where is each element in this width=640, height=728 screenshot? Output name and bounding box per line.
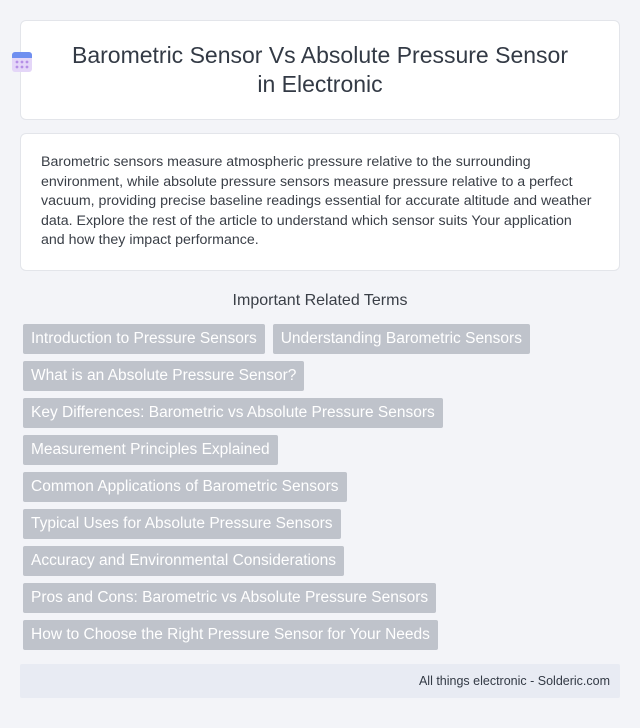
calendar-grid-icon — [9, 49, 35, 75]
tag-common-applications[interactable]: Common Applications of Barometric Sensors — [23, 472, 347, 502]
summary-text: Barometric sensors measure atmospheric pressure relative to the surrounding environment, while absolute pressure sensors measure pressure relative to a perfect vacuum, providing precise baseline readings essential for accurate altitude and weather data. Explore the rest of the article to understand which sensor suits Your application and how they impact performance. — [41, 154, 592, 248]
tag-typical-uses[interactable]: Typical Uses for Absolute Pressure Sensors — [23, 509, 341, 539]
tag-key-differences[interactable]: Key Differences: Barometric vs Absolute Pressure Sensors — [23, 398, 443, 428]
tag-row — [23, 546, 623, 576]
footer — [20, 664, 620, 698]
tag-row — [23, 583, 623, 613]
summary-card — [20, 133, 620, 271]
tag-row — [23, 472, 623, 502]
tag-what-is-absolute-pressure-sensor[interactable]: What is an Absolute Pressure Sensor? — [23, 361, 304, 391]
title-wrap — [61, 41, 579, 99]
footer-text: All things electronic - Solderic.com — [418, 674, 610, 688]
tag-row — [23, 435, 623, 465]
tag-row — [23, 398, 623, 428]
tag-understanding-barometric-sensors[interactable]: Understanding Barometric Sensors — [273, 324, 530, 354]
tag-introduction-to-pressure-sensors[interactable]: Introduction to Pressure Sensors — [23, 324, 265, 354]
tag-row — [23, 324, 623, 354]
related-terms-heading: Important Related Terms — [232, 292, 408, 309]
tag-accuracy-environmental[interactable]: Accuracy and Environmental Considerations — [23, 546, 344, 576]
related-terms-list — [23, 324, 623, 657]
header-card — [20, 20, 620, 120]
tag-row — [23, 361, 623, 391]
tag-measurement-principles[interactable]: Measurement Principles Explained — [23, 435, 278, 465]
page-title: Barometric Sensor Vs Absolute Pressure Sensor in Electronic — [71, 42, 568, 97]
tag-pros-and-cons[interactable]: Pros and Cons: Barometric vs Absolute Pressure Sensors — [23, 583, 436, 613]
tag-row — [23, 509, 623, 539]
tag-how-to-choose[interactable]: How to Choose the Right Pressure Sensor for Your Needs — [23, 620, 438, 650]
tag-row — [23, 620, 623, 650]
